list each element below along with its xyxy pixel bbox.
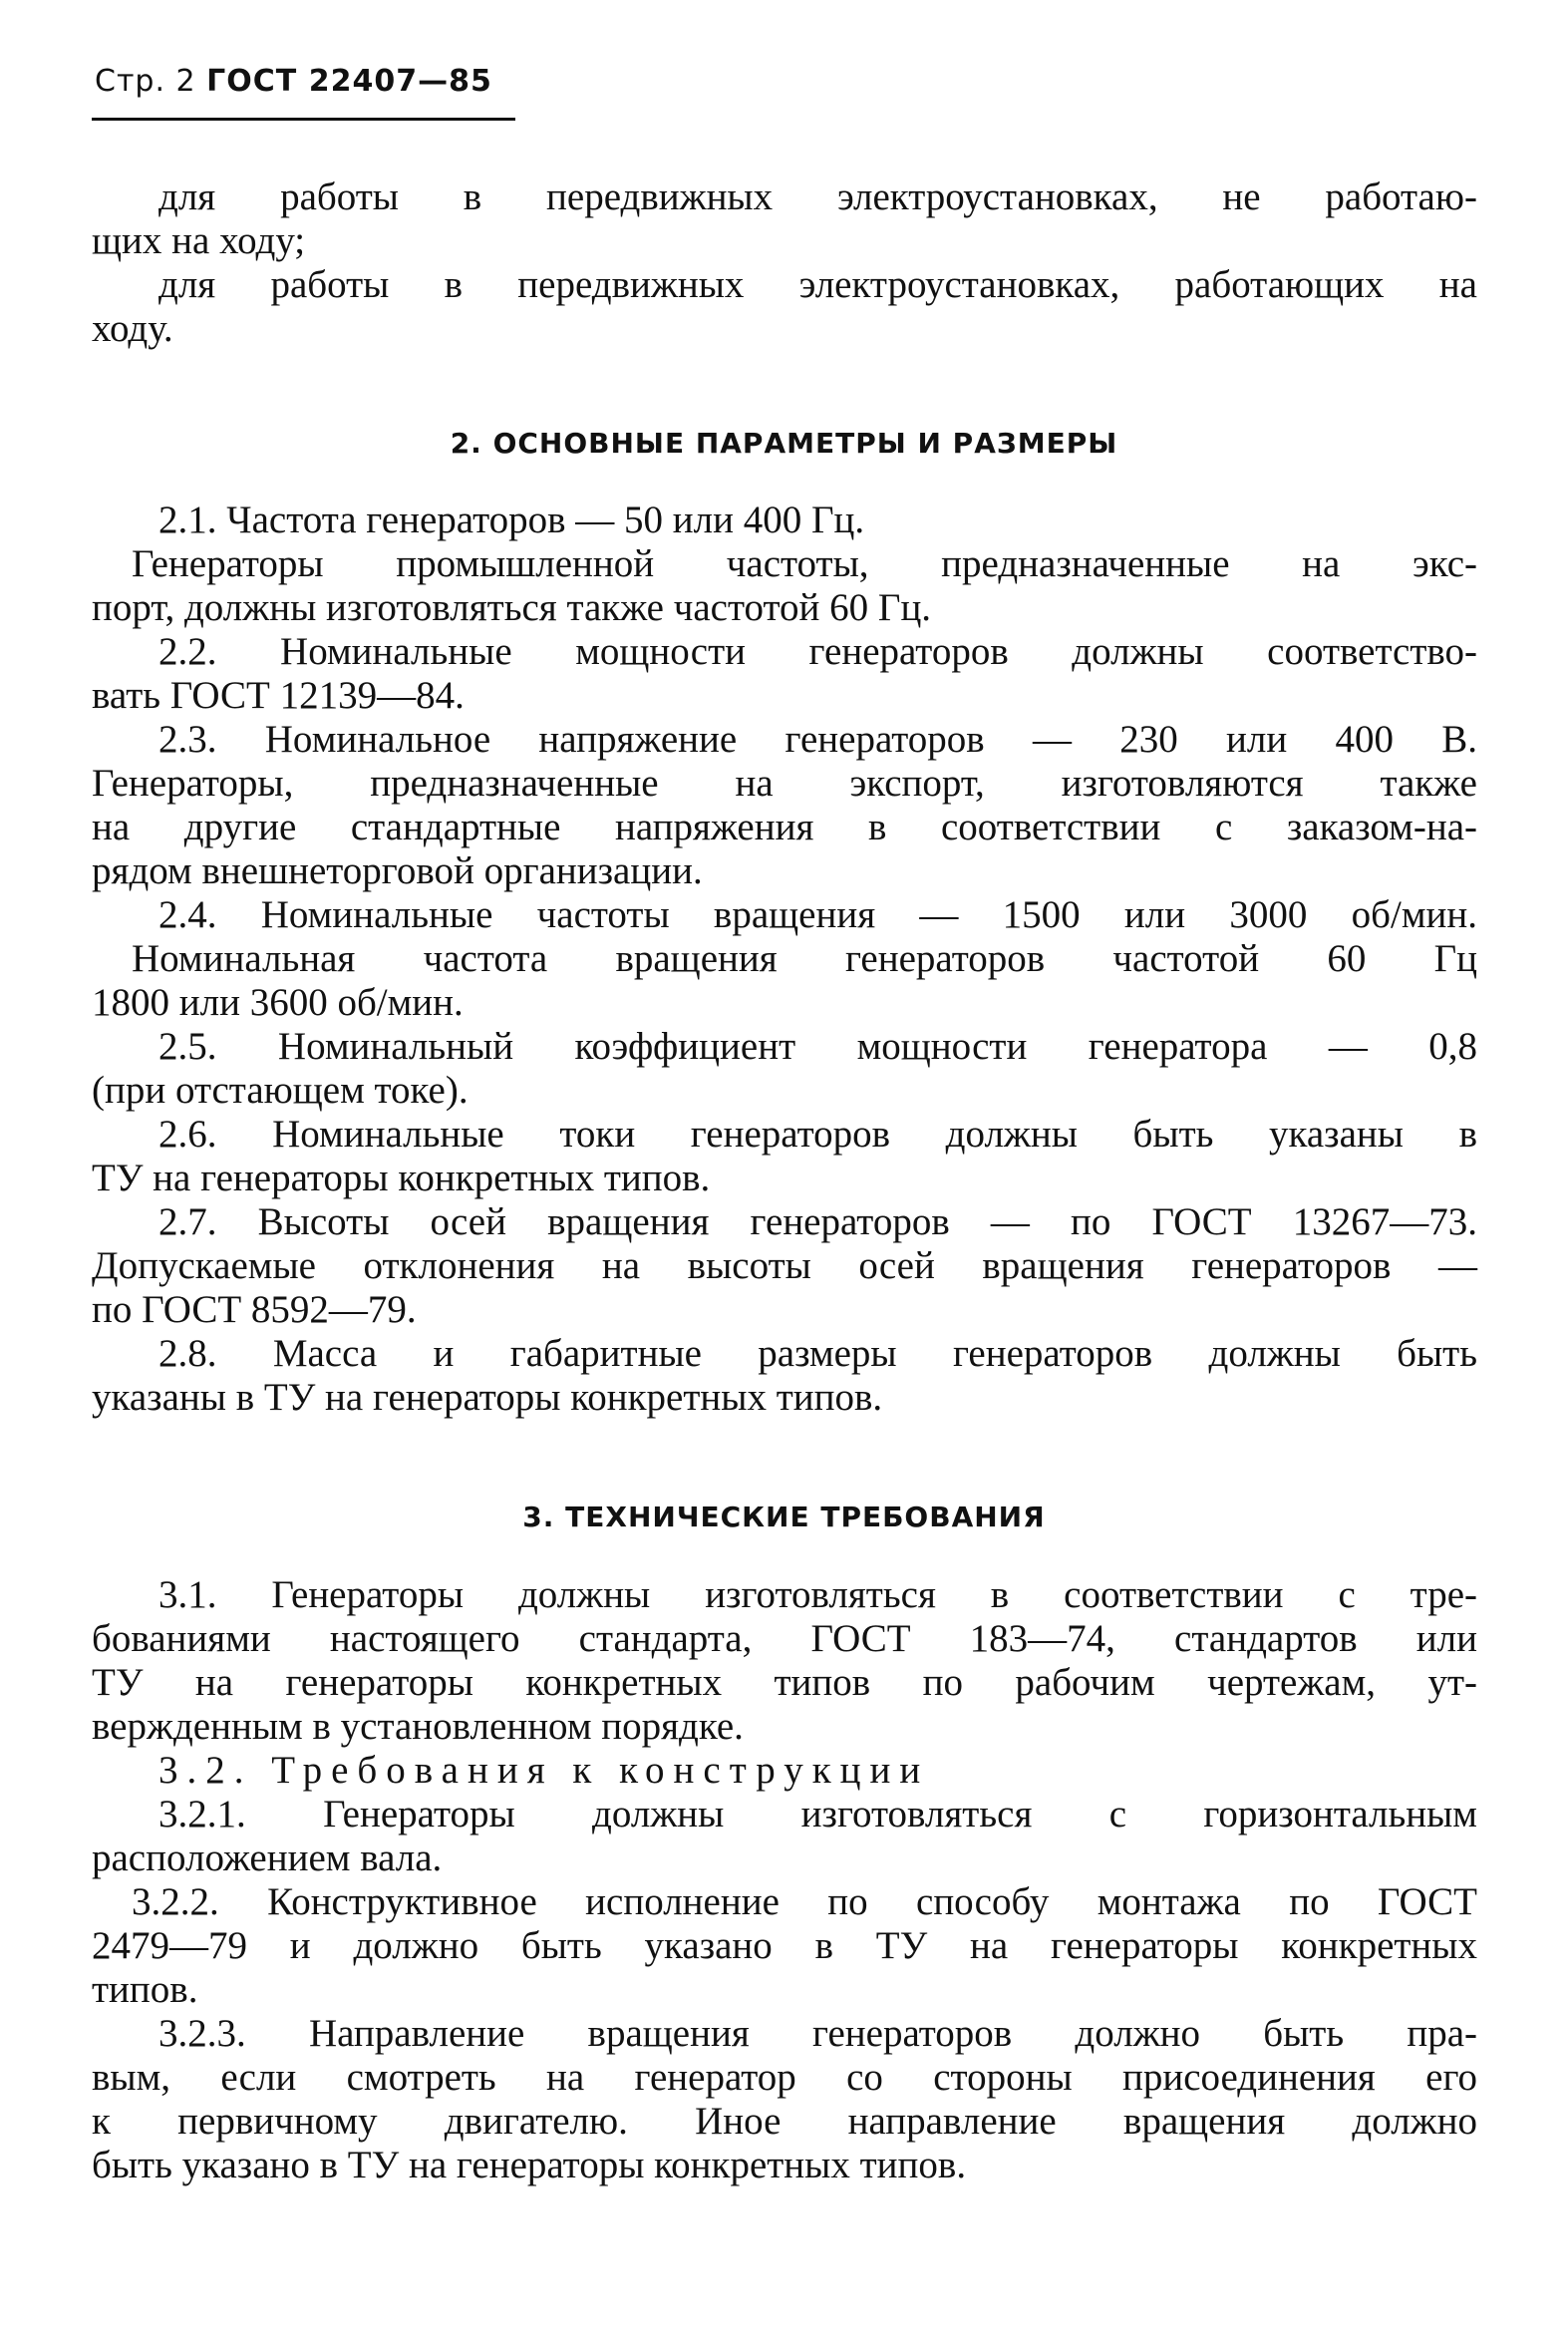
text-line: бованиями настоящего стандарта, ГОСТ 183—74, стандартов или <box>92 1617 1477 1660</box>
section-2-body <box>92 499 1477 1420</box>
text-line: 1800 или 3600 об/мин. <box>92 981 464 1024</box>
text-line: 2.4. Номинальные частоты вращения — 1500 или 3000 об/мин. <box>158 893 1477 936</box>
text-line: 3.2.3. Направление вращения генераторов должно быть пра- <box>158 2012 1477 2055</box>
text-line: Генераторы промышленной частоты, предназначенные на экс- <box>132 542 1477 585</box>
text-line: порт, должны изготовляться также частотой 60 Гц. <box>92 586 932 629</box>
intro-paragraph <box>92 175 1477 351</box>
section-3-title: 3. ТЕХНИЧЕСКИЕ ТРЕБОВАНИЯ <box>522 1501 1046 1533</box>
header-rule <box>92 118 515 121</box>
subsection-heading: 3.2. Требования к конструкции <box>158 1749 930 1792</box>
text-line: Генераторы, предназначенные на экспорт, изготовляются также <box>92 762 1477 805</box>
text-line: щих на ходу; <box>92 219 306 262</box>
text-line: по ГОСТ 8592—79. <box>92 1288 417 1331</box>
text-line: Допускаемые отклонения на высоты осей вращения генераторов — <box>92 1244 1477 1287</box>
text-line: ТУ на генераторы конкретных типов по рабочим чертежам, ут- <box>92 1661 1477 1704</box>
text-line: ходу. <box>92 307 173 350</box>
text-line: вать ГОСТ 12139—84. <box>92 674 465 717</box>
text-line: 2479—79 и должно быть указано в ТУ на генераторы конкретных <box>92 1924 1477 1967</box>
text-line: для работы в передвижных электроустановках, работающих на <box>158 263 1477 306</box>
text-line: 2.2. Номинальные мощности генераторов должны соответство- <box>158 630 1477 673</box>
text-line: 3.2.2. Конструктивное исполнение по способу монтажа по ГОСТ <box>132 1880 1477 1923</box>
text-line: рядом внешнеторговой организации. <box>92 849 703 892</box>
text-line: 2.8. Масса и габаритные размеры генераторов должны быть <box>158 1332 1477 1375</box>
text-line: 3.1. Генераторы должны изготовляться в соответствии с тре- <box>158 1573 1477 1616</box>
text-line: 2.5. Номинальный коэффициент мощности генератора — 0,8 <box>158 1025 1477 1068</box>
text-line: вым, если смотреть на генератор со стороны присоединения его <box>92 2056 1477 2099</box>
text-line: (при отстающем токе). <box>92 1069 469 1112</box>
text-line: Номинальная частота вращения генераторов частотой 60 Гц <box>132 937 1477 980</box>
text-line: вержденным в установленном порядке. <box>92 1705 744 1748</box>
text-line: типов. <box>92 1968 198 2011</box>
text-line: ТУ на генераторы конкретных типов. <box>92 1157 711 1199</box>
text-line: 2.7. Высоты осей вращения генераторов — по ГОСТ 13267—73. <box>158 1200 1477 1243</box>
page-header <box>95 64 492 99</box>
text-line: на другие стандартные напряжения в соответствии с заказом-на- <box>92 806 1477 848</box>
text-line: к первичному двигателю. Иное направление вращения должно <box>92 2100 1477 2143</box>
text-line: 2.6. Номинальные токи генераторов должны быть указаны в <box>158 1113 1477 1156</box>
section-3-body <box>92 1573 1477 2187</box>
page-number-label: Стр. 2 <box>95 64 196 99</box>
standard-number: ГОСТ 22407—85 <box>206 64 492 99</box>
text-line: указаны в ТУ на генераторы конкретных типов. <box>92 1376 883 1419</box>
text-line: для работы в передвижных электроустановках, не работаю- <box>158 175 1477 218</box>
section-2-title: 2. ОСНОВНЫЕ ПАРАМЕТРЫ И РАЗМЕРЫ <box>450 427 1118 460</box>
text-line: быть указано в ТУ на генераторы конкретных типов. <box>92 2144 967 2186</box>
text-line: 2.1. Частота генераторов — 50 или 400 Гц. <box>158 499 865 541</box>
text-line: 3.2.1. Генераторы должны изготовляться с горизонтальным <box>158 1793 1477 1835</box>
text-line: 2.3. Номинальное напряжение генераторов — 230 или 400 В. <box>158 718 1477 761</box>
text-line: расположением вала. <box>92 1836 443 1879</box>
